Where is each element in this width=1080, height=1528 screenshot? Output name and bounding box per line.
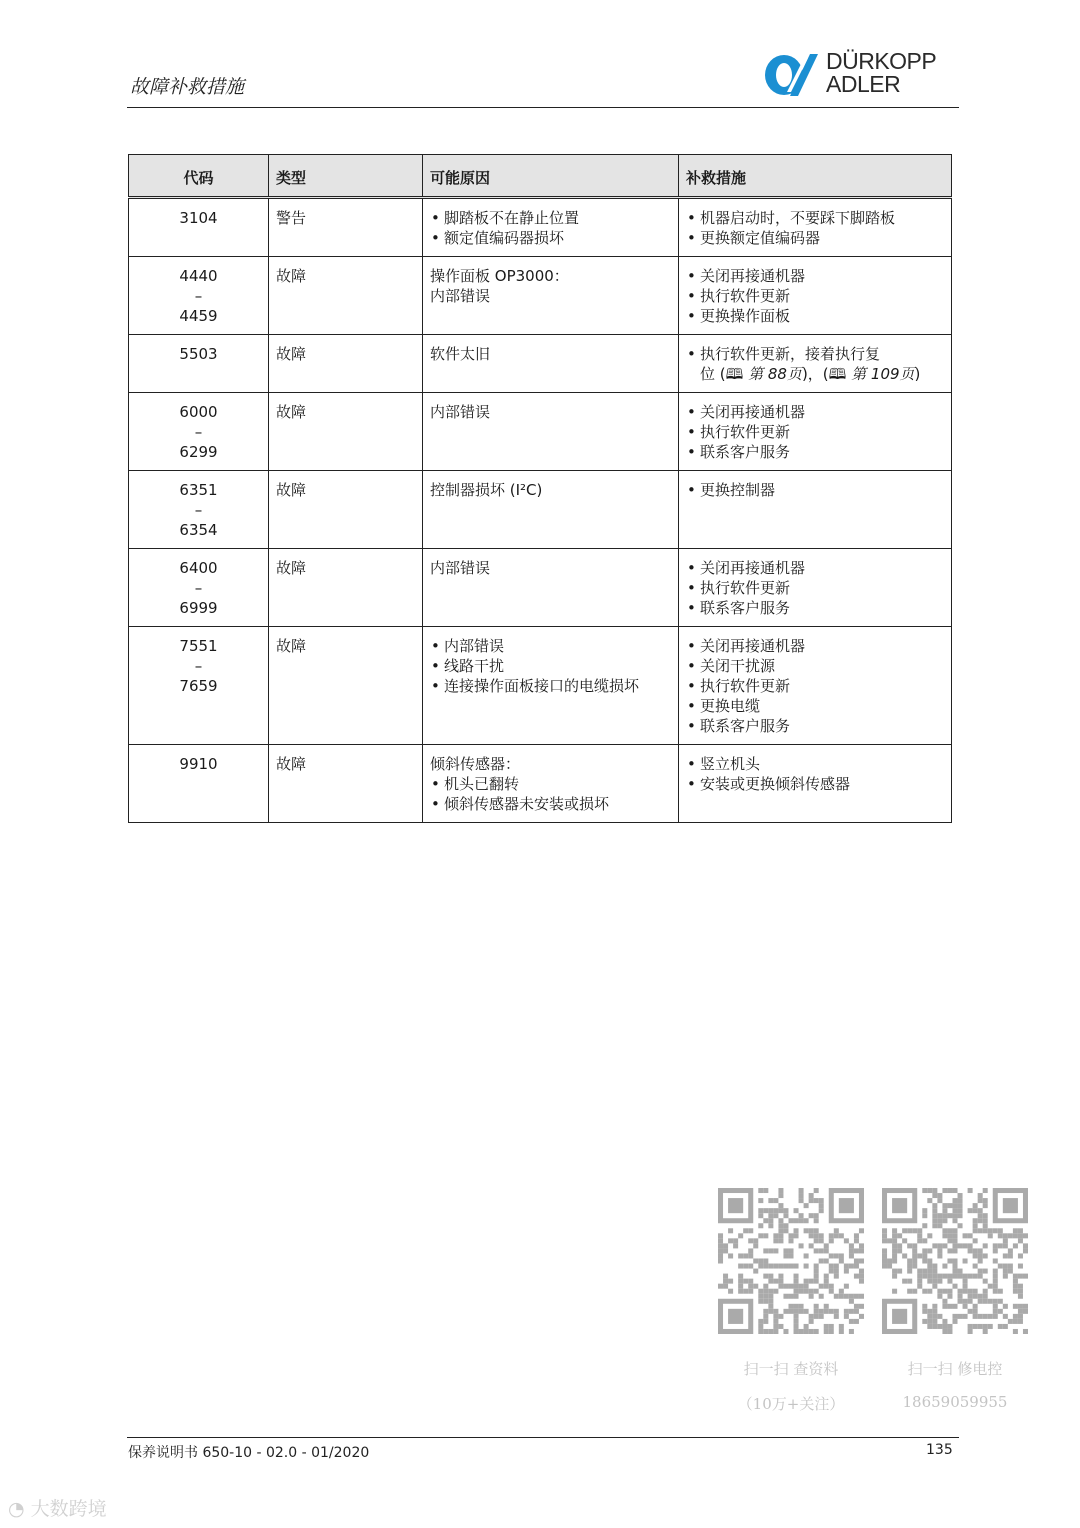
code-cell — [129, 393, 269, 471]
remedy-item: • 执行软件更新 — [686, 286, 944, 306]
remedy-list — [686, 344, 944, 384]
remedy-list — [686, 636, 944, 736]
remedy-item — [686, 344, 944, 384]
header-type: 类型 — [269, 155, 423, 198]
cause-list — [430, 636, 671, 696]
cause-cell — [423, 745, 679, 823]
cause-cell — [423, 627, 679, 745]
page-reference-link[interactable]: 第 88页 — [748, 365, 802, 383]
cause-item: • 倾斜传感器未安装或损坏 — [430, 794, 671, 814]
type-cell: 故障 — [269, 257, 423, 335]
remedy-list — [686, 558, 944, 618]
remedy-item: • 关闭再接通机器 — [686, 636, 944, 656]
code-value: – — [194, 423, 203, 441]
code-value: 6999 — [179, 599, 218, 617]
code-value: 4459 — [179, 307, 218, 325]
code-value: 6351 — [179, 481, 218, 499]
remedy-item: • 关闭再接通机器 — [686, 402, 944, 422]
brand-line-1: DÜRKOPP — [826, 48, 937, 74]
type-cell: 警告 — [269, 198, 423, 257]
code-value: – — [194, 287, 203, 305]
code-value: 5503 — [179, 345, 218, 363]
remedy-item: • 竖立机头 — [686, 754, 944, 774]
table-header-row — [129, 155, 952, 198]
table-row — [129, 198, 952, 257]
footer-document-id: 保养说明书 650-10 - 02.0 - 01/2020 — [128, 1445, 370, 1461]
remedy-item: • 更换控制器 — [686, 480, 944, 500]
cause-item: • 机头已翻转 — [430, 774, 671, 794]
cause-item: • 额定值编码器损坏 — [430, 228, 671, 248]
remedy-list — [686, 208, 944, 248]
code-value: 9910 — [179, 755, 218, 773]
remedy-item: • 执行软件更新 — [686, 422, 944, 442]
cause-cell — [423, 549, 679, 627]
cause-text: 操作面板 OP3000： — [430, 267, 569, 285]
code-value: 3104 — [179, 209, 218, 227]
remedy-item: • 联系客户服务 — [686, 716, 944, 736]
code-cell — [129, 745, 269, 823]
qr1-caption — [718, 1358, 864, 1414]
remedy-cell — [679, 745, 952, 823]
type-cell: 故障 — [269, 393, 423, 471]
qr1-caption-line1: 扫一扫 查资料 — [743, 1360, 839, 1378]
footer-divider — [127, 1437, 959, 1438]
qr1-caption-line2: （10万+关注） — [737, 1395, 845, 1413]
table-row — [129, 257, 952, 335]
code-value: – — [194, 657, 203, 675]
remedy-item: • 关闭干扰源 — [686, 656, 944, 676]
table-row — [129, 471, 952, 549]
cause-text: 内部错误 — [430, 559, 491, 577]
code-value: 6299 — [179, 443, 218, 461]
remedy-item: • 关闭再接通机器 — [686, 558, 944, 578]
footer-page-number: 135 — [926, 1442, 953, 1458]
brand-watermark-text: 大数跨境 — [30, 1498, 107, 1520]
remedy-list — [686, 402, 944, 462]
qr-code-1 — [718, 1188, 864, 1334]
remedy-cell — [679, 627, 952, 745]
remedy-item: • 机器启动时，不要踩下脚踏板 — [686, 208, 944, 228]
error-code-table — [128, 154, 952, 823]
table-row — [129, 393, 952, 471]
code-value: 7551 — [179, 637, 218, 655]
page-section-title: 故障补救措施 — [130, 76, 245, 98]
remedy-item: • 关闭再接通机器 — [686, 266, 944, 286]
cause-text: 软件太旧 — [430, 345, 491, 363]
remedy-item: • 执行软件更新 — [686, 578, 944, 598]
code-cell — [129, 257, 269, 335]
brand-line-2: ADLER — [826, 71, 901, 97]
header-divider — [127, 107, 959, 108]
type-cell: 故障 — [269, 471, 423, 549]
remedy-text: )，( — [801, 365, 829, 383]
type-cell: 故障 — [269, 549, 423, 627]
remedy-cell — [679, 549, 952, 627]
header-cause: 可能原因 — [423, 155, 679, 198]
cause-cell — [423, 393, 679, 471]
qr2-caption-line2: 18659059955 — [902, 1393, 1008, 1411]
brand-name — [826, 50, 936, 96]
table-row — [129, 745, 952, 823]
code-cell — [129, 198, 269, 257]
remedy-text: ) — [914, 365, 921, 383]
cause-cell — [423, 257, 679, 335]
book-icon: 🕮 — [828, 365, 852, 383]
type-cell: 故障 — [269, 335, 423, 393]
remedy-cell — [679, 335, 952, 393]
remedy-list — [686, 266, 944, 326]
cause-item: • 线路干扰 — [430, 656, 671, 676]
cause-list — [430, 774, 671, 814]
cause-list — [430, 208, 671, 248]
header-code: 代码 — [129, 155, 269, 198]
cause-text: 内部错误 — [430, 287, 491, 305]
code-value: 7659 — [179, 677, 218, 695]
code-value: – — [194, 501, 203, 519]
type-cell: 故障 — [269, 627, 423, 745]
page-reference-link[interactable]: 第 109页 — [851, 365, 915, 383]
remedy-cell — [679, 393, 952, 471]
qr2-caption — [878, 1358, 1032, 1411]
cause-item: • 内部错误 — [430, 636, 671, 656]
durkopp-adler-logo — [762, 50, 962, 100]
brand-mark-icon — [762, 52, 820, 98]
header-remedy: 补救措施 — [679, 155, 952, 198]
book-icon: 🕮 — [725, 365, 749, 383]
type-cell: 故障 — [269, 745, 423, 823]
cause-item: • 连接操作面板接口的电缆损坏 — [430, 676, 671, 696]
remedy-list — [686, 754, 944, 794]
remedy-list — [686, 480, 944, 500]
cause-cell — [423, 335, 679, 393]
remedy-item: • 更换额定值编码器 — [686, 228, 944, 248]
code-value: 6400 — [179, 559, 218, 577]
remedy-text: 位 ( — [700, 365, 726, 383]
cause-item: • 脚踏板不在静止位置 — [430, 208, 671, 228]
cause-text: 控制器损坏 (I²C) — [430, 481, 543, 499]
qr2-caption-line1: 扫一扫 修电控 — [907, 1360, 1003, 1378]
code-cell — [129, 471, 269, 549]
code-cell — [129, 335, 269, 393]
remedy-item: • 执行软件更新 — [686, 676, 944, 696]
code-value: 6000 — [179, 403, 218, 421]
remedy-cell — [679, 198, 952, 257]
remedy-item: • 安装或更换倾斜传感器 — [686, 774, 944, 794]
cause-cell — [423, 198, 679, 257]
remedy-item: • 联系客户服务 — [686, 442, 944, 462]
code-cell — [129, 549, 269, 627]
table-row — [129, 335, 952, 393]
cause-cell — [423, 471, 679, 549]
table-row — [129, 549, 952, 627]
table-body — [129, 198, 952, 823]
cause-text: 倾斜传感器： — [430, 755, 521, 773]
code-cell — [129, 627, 269, 745]
code-value: – — [194, 579, 203, 597]
qr-code-2 — [882, 1188, 1028, 1334]
weibo-icon: ◔ — [8, 1498, 25, 1520]
cause-text: 内部错误 — [430, 403, 491, 421]
remedy-item: • 更换操作面板 — [686, 306, 944, 326]
remedy-cell — [679, 471, 952, 549]
table-row — [129, 627, 952, 745]
remedy-text: 执行软件更新，接着执行复 — [700, 345, 881, 363]
remedy-item: • 联系客户服务 — [686, 598, 944, 618]
code-value: 4440 — [179, 267, 218, 285]
remedy-cell — [679, 257, 952, 335]
remedy-item: • 更换电缆 — [686, 696, 944, 716]
brand-watermark — [8, 1494, 107, 1521]
code-value: 6354 — [179, 521, 218, 539]
